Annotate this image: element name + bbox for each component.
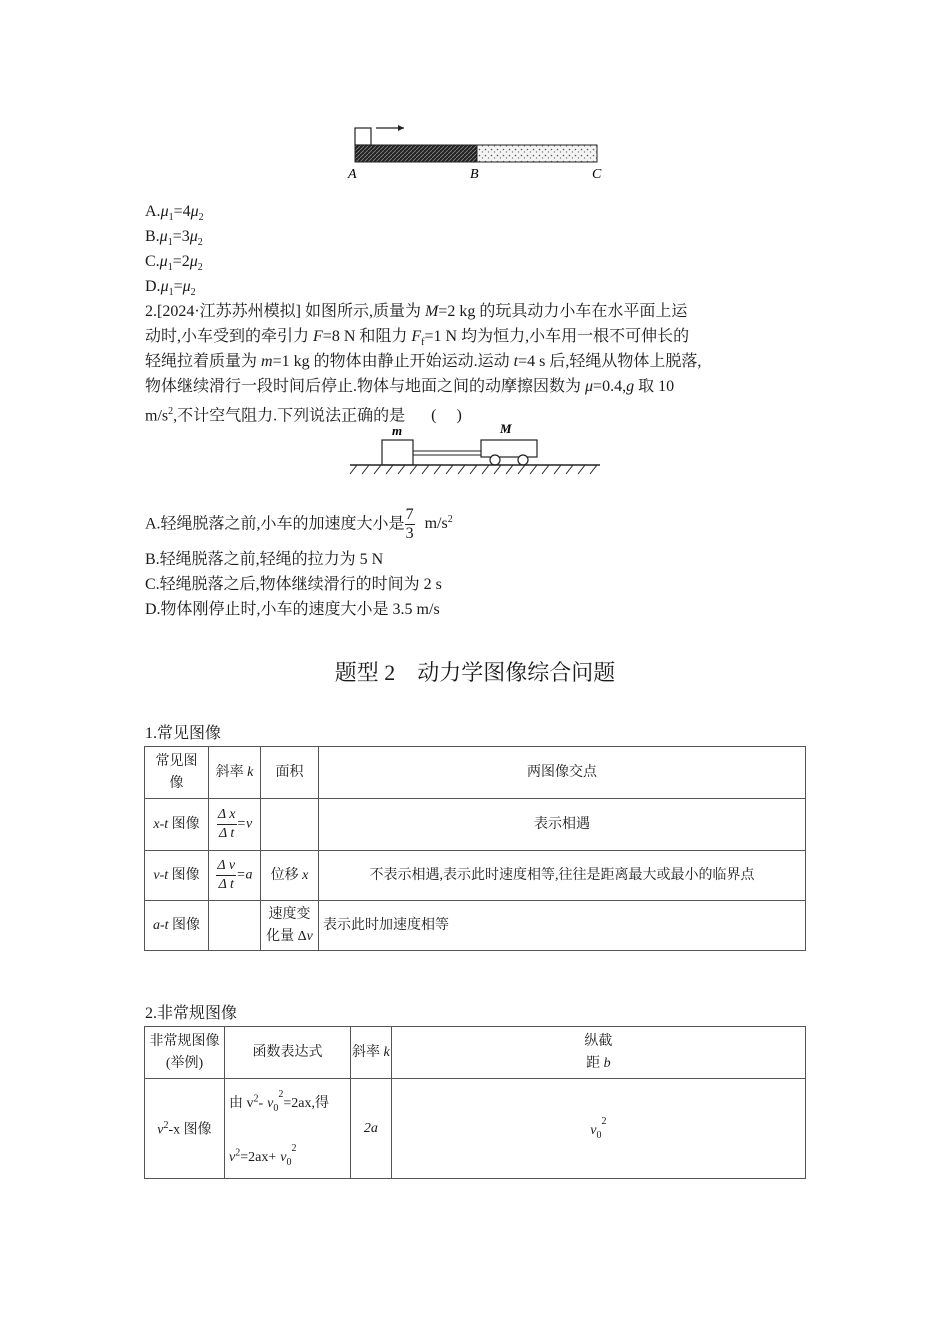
q2-option-b[interactable]: B.轻绳脱落之前,轻绳的拉力为 5 N — [145, 551, 384, 568]
label-M: M — [500, 421, 512, 436]
unconventional-graphs-table — [144, 1026, 806, 1179]
header-intercept: 纵截 距 b — [391, 1027, 805, 1079]
table1-row-vt: v-t 图像 $\frac{\text{Δ v}}{\text{Δ t}}$ =a 位移 x 不表示相遇,表示此时速度相等,往往是距离最大或最小的临界点 — [145, 851, 806, 901]
q1-option-c[interactable]: $C.\mu_1=2\mu_2$ — [145, 253, 203, 274]
table1-header-row — [145, 747, 806, 799]
q2-stem-line-1: 2.[2024·江苏苏州模拟] 如图所示,质量为 M=2 kg 的玩具动力小车在水平面上运 — [145, 303, 688, 320]
fraction-7-3: $\frac{7}{3}$ — [405, 506, 414, 543]
table2-caption: 2.非常规图像 — [145, 1005, 238, 1022]
label-m: m — [392, 423, 403, 438]
label-c: C — [592, 167, 602, 182]
cart-figure — [345, 418, 605, 480]
block — [355, 128, 371, 145]
section-title: 题型 2 动力学图像综合问题 — [334, 660, 616, 685]
q1-option-d[interactable]: $D.\mu_1=\mu_2$ — [145, 278, 196, 299]
q2-option-a[interactable]: A.轻绳脱落之前,小车的加速度大小是 $\frac{7}{3}$ $m/s^2$ — [145, 506, 453, 543]
q2-stem-line-5: $m/s^2$,不计空气阻力.下列说法正确的是 ( ) — [145, 406, 462, 425]
cart-wheel-right — [518, 455, 528, 465]
cart-wheel-left — [490, 455, 500, 465]
q1-option-a[interactable]: $A.\mu_1=4\mu_2$ — [145, 203, 204, 224]
header-expression: 函数表达式 — [225, 1027, 351, 1079]
table1-row-at: a-t 图像 速度变化量 Δv 表示此时加速度相等 — [145, 901, 806, 951]
header-graph: 常见图像 — [145, 747, 209, 799]
q2-stem-line-2: 动时,小车受到的牵引力 F=8 N 和阻力 $F_f=1$ N 均为恒力,小车用一根不可伸长的 — [145, 328, 690, 349]
q1-option-b[interactable]: $B.\mu_1=3\mu_2$ — [145, 228, 203, 249]
header-intersection: 两图像交点 — [319, 747, 806, 799]
table2-row-v2x: $v^2-x$ 图像 由 $v^2-$ $v_0^2=2ax$,得 $v^2=2ax+ v_0^2$ 2a $v_0^2$ — [145, 1079, 806, 1179]
rough-segment-bc — [477, 145, 597, 162]
block-m — [382, 440, 413, 465]
label-b: B — [470, 167, 479, 182]
table1-caption: 1.常见图像 — [145, 725, 222, 742]
q2-option-d[interactable]: D.物体刚停止时,小车的速度大小是 3.5 m/s — [145, 601, 440, 618]
table1-row-xt: x-t 图像 $\frac{\text{Δ x}}{\text{Δ t}}$ =v 表示相遇 — [145, 799, 806, 851]
q2-stem-line-3: 轻绳拉着质量为 m=1 kg 的物体由静止开始运动.运动 t=4 s 后,轻绳从物体上脱落, — [145, 353, 702, 370]
table2-header-row — [145, 1027, 806, 1079]
header-area: 面积 — [261, 747, 319, 799]
track-figure — [340, 118, 620, 188]
common-graphs-table — [144, 746, 806, 951]
header-slope: 斜率 k — [351, 1027, 392, 1079]
q2-option-c[interactable]: C.轻绳脱落之后,物体继续滑行的时间为 2 s — [145, 576, 442, 593]
header-graph-example: 非常规图像(举例) — [145, 1027, 225, 1079]
rough-segment-ab — [355, 145, 477, 162]
q2-stem-line-4: 物体继续滑行一段时间后停止.物体与地面之间的动摩擦因数为 μ=0.4,g 取 10 — [145, 378, 675, 395]
header-slope: 斜率 k — [209, 747, 261, 799]
cart-M — [481, 440, 537, 457]
answer-bracket: ( ) — [431, 407, 462, 425]
label-a: A — [348, 167, 357, 182]
